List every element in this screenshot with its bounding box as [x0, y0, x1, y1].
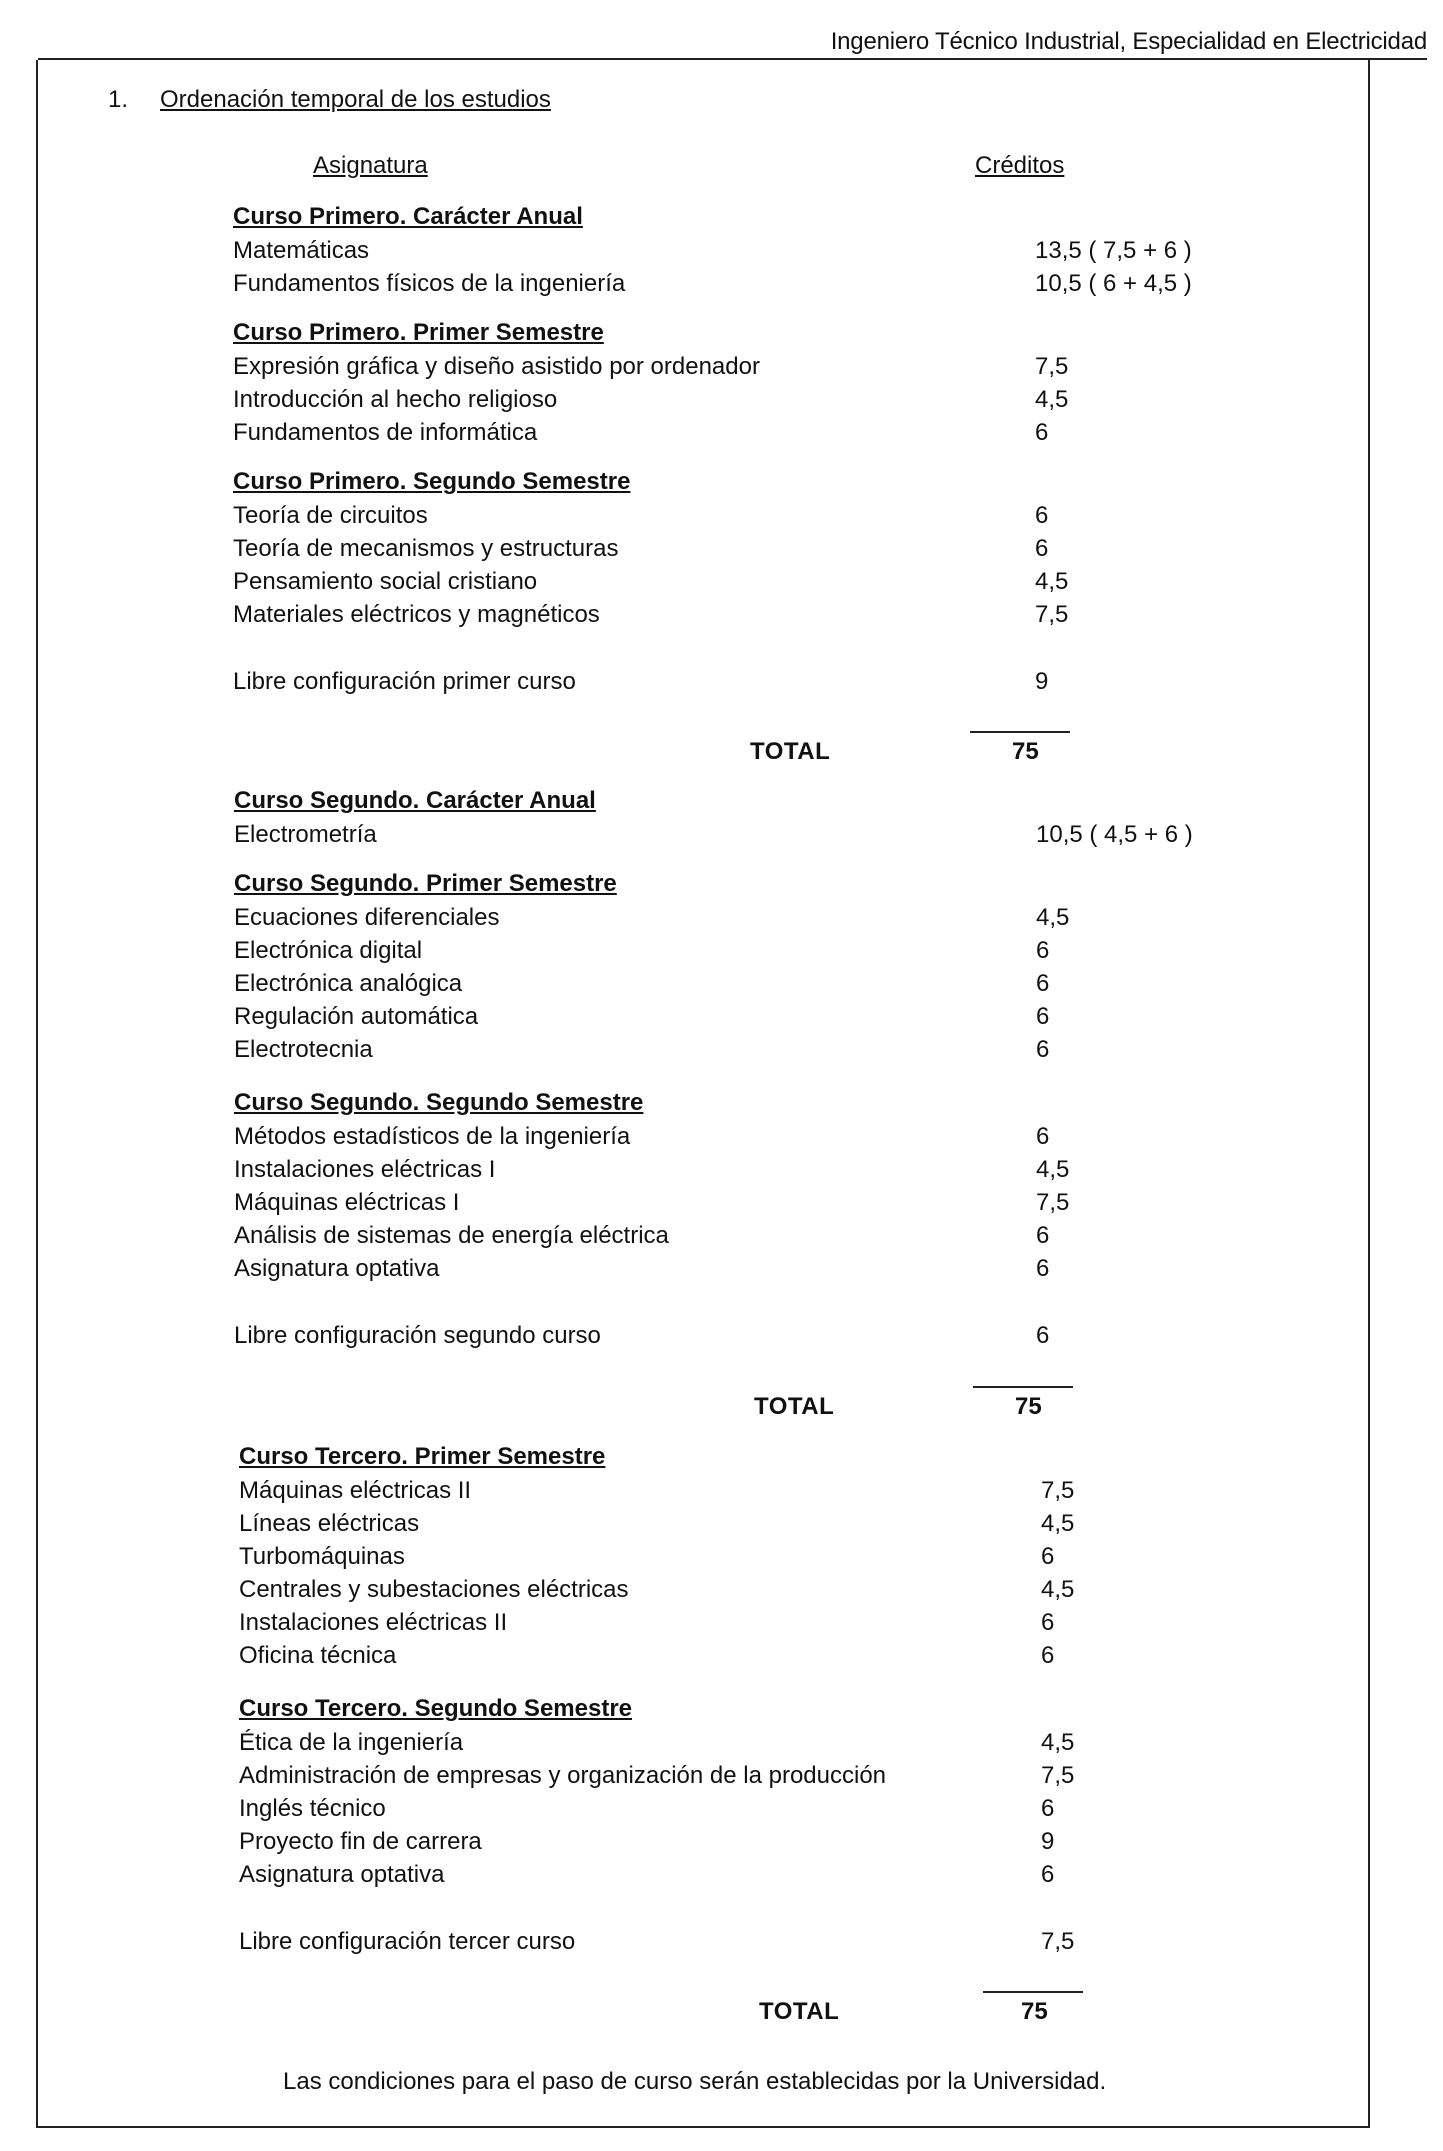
group-heading-text: Curso Primero. Segundo Semestre [233, 468, 631, 495]
subject-name: Análisis de sistemas de energía eléctrica [234, 1222, 669, 1249]
total-value: 75 [1021, 1998, 1048, 2025]
credits-value: 6 [1041, 1795, 1055, 1822]
total-label: TOTAL [759, 1998, 840, 2025]
credits-value: 6 [1036, 1123, 1050, 1150]
credits-value: 6 [1036, 937, 1050, 964]
total-value: 75 [1015, 1393, 1042, 1420]
credits-value: 6 [1035, 502, 1049, 529]
credits-value: 10,5 ( 6 + 4,5 ) [1035, 270, 1192, 297]
subject-name: Asignatura optativa [239, 1861, 445, 1888]
group-heading-text: Curso Tercero. Segundo Semestre [239, 1695, 632, 1722]
section-number: 1. [108, 86, 129, 113]
credits-value: 4,5 [1041, 1510, 1075, 1537]
credits-value: 6 [1036, 1222, 1050, 1249]
credits-value: 6 [1036, 970, 1050, 997]
credits-value: 13,5 ( 7,5 + 6 ) [1035, 237, 1192, 264]
subject-name: Líneas eléctricas [239, 1510, 420, 1537]
group-heading-text: Curso Primero. Primer Semestre [233, 319, 604, 346]
footer-note: Las condiciones para el paso de curso serán establecidas por la Universidad. [283, 2068, 1107, 2095]
group-heading-text: Curso Segundo. Segundo Semestre [234, 1089, 644, 1116]
subject-name: Electrónica digital [234, 937, 423, 964]
subject-name: Centrales y subestaciones eléctricas [239, 1576, 629, 1603]
subject-name: Libre configuración primer curso [233, 668, 576, 695]
subject-name: Ecuaciones diferenciales [234, 904, 500, 931]
credits-value: 4,5 [1035, 568, 1069, 595]
credits-value: 4,5 [1036, 1156, 1070, 1183]
credits-value: 7,5 [1035, 353, 1069, 380]
section-heading [108, 86, 551, 114]
group-heading-text: Curso Segundo. Primer Semestre [234, 870, 617, 897]
subject-name: Métodos estadísticos de la ingeniería [234, 1123, 631, 1150]
subject-name: Máquinas eléctricas I [234, 1189, 460, 1216]
credits-value: 6 [1035, 535, 1049, 562]
subject-name: Libre configuración segundo curso [234, 1322, 601, 1349]
section-title: Ordenación temporal de los estudios [160, 86, 551, 113]
credits-value: 6 [1041, 1543, 1055, 1570]
subject-name: Introducción al hecho religioso [233, 386, 558, 413]
subject-name: Turbomáquinas [239, 1543, 405, 1570]
subject-name: Oficina técnica [239, 1642, 397, 1669]
subject-name: Asignatura optativa [234, 1255, 440, 1282]
total-label: TOTAL [754, 1393, 835, 1420]
credits-value: 4,5 [1035, 386, 1069, 413]
subject-name: Electrónica analógica [234, 970, 463, 997]
credits-value: 7,5 [1035, 601, 1069, 628]
subject-name: Ética de la ingeniería [239, 1729, 464, 1756]
subject-name: Fundamentos de informática [233, 419, 538, 446]
subject-name: Teoría de circuitos [233, 502, 428, 529]
credits-value: 6 [1041, 1861, 1055, 1888]
subject-name: Libre configuración tercer curso [239, 1928, 576, 1955]
subject-name: Expresión gráfica y diseño asistido por ordenador [233, 353, 760, 380]
credits-value: 6 [1036, 1322, 1050, 1349]
total-value: 75 [1012, 738, 1039, 765]
credits-value: 4,5 [1041, 1576, 1075, 1603]
credits-value: 7,5 [1041, 1762, 1075, 1789]
total-rule [983, 1991, 1083, 1993]
credits-value: 6 [1041, 1609, 1055, 1636]
subject-name: Fundamentos físicos de la ingeniería [233, 270, 626, 297]
subject-name: Teoría de mecanismos y estructuras [233, 535, 619, 562]
credits-value: 6 [1036, 1036, 1050, 1063]
credits-value: 9 [1041, 1828, 1055, 1855]
subject-name: Instalaciones eléctricas I [234, 1156, 496, 1183]
credits-value: 6 [1035, 419, 1049, 446]
subject-name: Materiales eléctricos y magnéticos [233, 601, 600, 628]
credits-value: 6 [1036, 1003, 1050, 1030]
subject-name: Regulación automática [234, 1003, 479, 1030]
credits-value: 4,5 [1036, 904, 1070, 931]
subject-name: Electrotecnia [234, 1036, 373, 1063]
total-rule [970, 731, 1070, 733]
total-rule [973, 1386, 1073, 1388]
credits-value: 4,5 [1041, 1729, 1075, 1756]
subject-name: Instalaciones eléctricas II [239, 1609, 508, 1636]
subject-name: Matemáticas [233, 237, 370, 264]
document-header: Ingeniero Técnico Industrial, Especialidad en Electricidad [830, 28, 1427, 55]
credits-value: 9 [1035, 668, 1049, 695]
group-heading-text: Curso Primero. Carácter Anual [233, 203, 583, 230]
credits-value: 7,5 [1036, 1189, 1070, 1216]
credits-value: 6 [1036, 1255, 1050, 1282]
subject-name: Inglés técnico [239, 1795, 386, 1822]
credits-value: 7,5 [1041, 1928, 1075, 1955]
subject-name: Proyecto fin de carrera [239, 1828, 482, 1855]
group-heading-text: Curso Segundo. Carácter Anual [234, 787, 596, 814]
subject-name: Máquinas eléctricas II [239, 1477, 472, 1504]
credits-value: 10,5 ( 4,5 + 6 ) [1036, 821, 1193, 848]
credits-value: 6 [1041, 1642, 1055, 1669]
column-header-credits: Créditos [975, 152, 1065, 179]
credits-value: 7,5 [1041, 1477, 1075, 1504]
subject-name: Electrometría [234, 821, 377, 848]
subject-name: Administración de empresas y organización de la producción [239, 1762, 887, 1789]
total-label: TOTAL [750, 738, 831, 765]
column-header-subject: Asignatura [313, 152, 428, 179]
subject-name: Pensamiento social cristiano [233, 568, 538, 595]
group-heading-text: Curso Tercero. Primer Semestre [239, 1443, 606, 1470]
